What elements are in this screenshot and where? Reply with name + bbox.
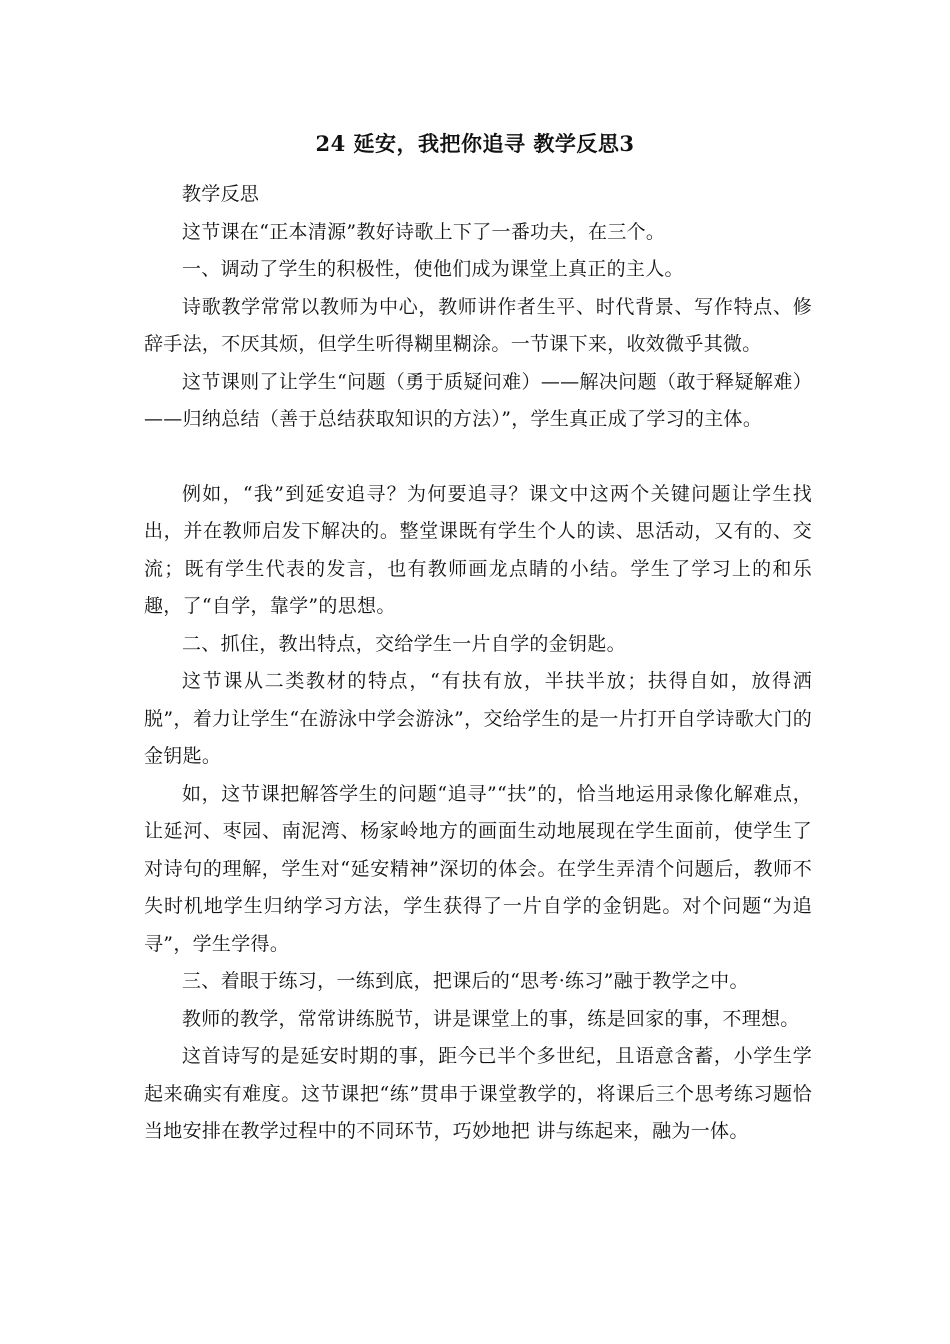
paragraph-heading: 教学反思 bbox=[182, 183, 260, 205]
paragraph: 诗歌教学常常以教师为中心，教师讲作者生平、时代背景、写作特点、修辞手法，不厌其烦，但学生听得糊里糊涂。一节课下来，收效微乎其微。 bbox=[144, 295, 812, 355]
paragraph: 教师的教学，常常讲练脱节，讲是课堂上的事，练是回家的事，不理想。 bbox=[182, 1007, 800, 1030]
document-title: 24 延安，我把你追寻 教学反思3 bbox=[315, 131, 635, 156]
blank-line bbox=[144, 439, 812, 476]
paragraph: 这首诗写的是延安时期的事，距今已半个多世纪，且语意含蓄，小学生学起来确实有难度。这节课把“练”贯串于课堂教学的，将课后三个思考练习题恰当地安排在教学过程中的不同环节，巧妙地把 讲与练起来，融为一体。 bbox=[144, 1045, 812, 1142]
document-body bbox=[144, 176, 812, 1151]
paragraph: 这节课则了让学生“问题（勇于质疑问难）——解决问题（敢于释疑解难）——归纳总结（善于总结获取知识的方法）”，学生真正成了学习的主体。 bbox=[144, 370, 812, 430]
paragraph: 如，这节课把解答学生的问题“追寻”“扶”的，恰当地运用录像化解难点，让延河、枣园、南泥湾、杨家岭地方的画面生动地展现在学生面前，使学生了对诗句的理解，学生对“延安精神”深切的体会。在学生弄清个问题后，教师不失时机地学生归纳学习方法，学生获得了一片自学的金钥匙。对个问题“为追寻”，学生学得。 bbox=[144, 782, 812, 955]
paragraph: 这节课在“正本清源”教好诗歌上下了一番功夫，在三个。 bbox=[182, 220, 666, 243]
section-heading: 三、着眼于练习，一练到底，把课后的“思考·练习”融于教学之中。 bbox=[182, 970, 749, 992]
section-heading: 二、抓住，教出特点，交给学生一片自学的金钥匙。 bbox=[182, 632, 626, 655]
paragraph: 例如，“我”到延安追寻？为何要追寻？课文中这两个关键问题让学生找出，并在教师启发下解决的。整堂课既有学生个人的读、思活动，又有的、交流；既有学生代表的发言，也有教师画龙点睛的小结。学生了学习上的和乐趣，了“自学，靠学”的思想。 bbox=[144, 482, 812, 617]
paragraph: 这节课从二类教材的特点，“有扶有放，半扶半放；扶得自如，放得洒脱”，着力让学生“在游泳中学会游泳”，交给学生的是一片打开自学诗歌大门的金钥匙。 bbox=[144, 670, 812, 767]
section-heading: 一、调动了学生的积极性，使他们成为课堂上真正的主人。 bbox=[182, 258, 684, 280]
